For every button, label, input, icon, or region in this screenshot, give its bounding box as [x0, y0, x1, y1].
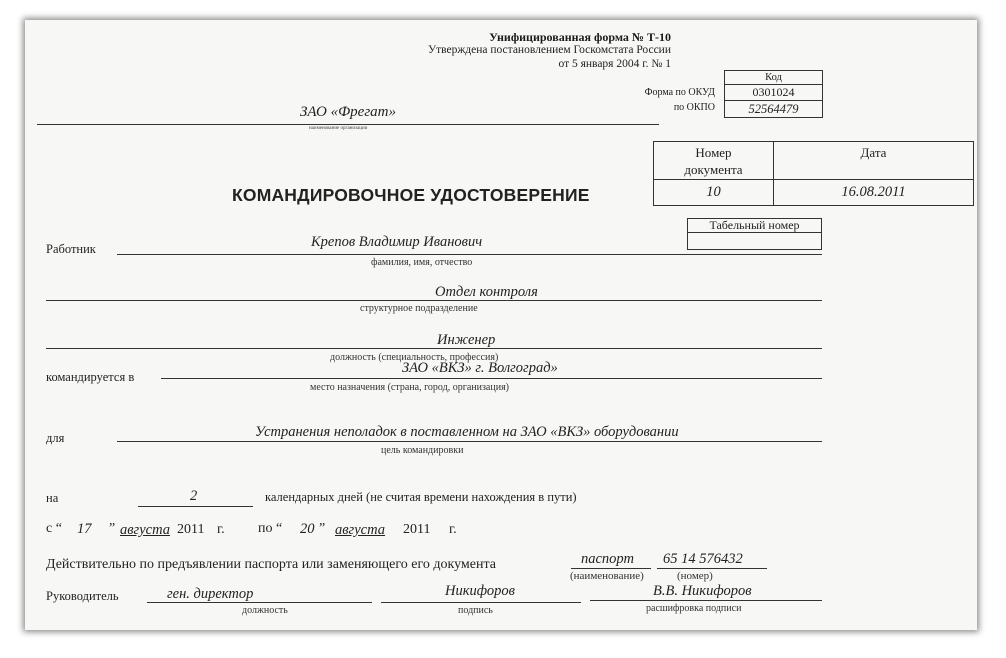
period-to-year-suffix: г.: [449, 522, 457, 537]
period-to-prefix: по “: [258, 521, 283, 536]
form-name: Унифицированная форма № Т-10: [489, 30, 671, 44]
position-caption: должность (специальность, профессия): [330, 352, 499, 363]
department-line: [46, 300, 822, 301]
position: Инженер: [437, 332, 496, 348]
period-from-year-suffix: г.: [217, 522, 225, 537]
doc-number-header: Номер документа: [654, 142, 774, 180]
okpo-value: 52564479: [748, 101, 799, 116]
period-from-day: 17: [77, 521, 92, 537]
validity-doc-number: 65 14 576432: [663, 551, 743, 567]
manager-decode: В.В. Никифоров: [653, 583, 752, 599]
period-from-prefix: с “: [46, 521, 62, 536]
period-to-quote: ”: [319, 521, 326, 536]
department-caption: структурное подразделение: [360, 303, 478, 314]
manager-label: Руководитель: [46, 589, 119, 603]
purpose-line: [117, 441, 822, 442]
validity-doc-name-line: [571, 568, 651, 569]
okud-value: 0301024: [725, 85, 822, 101]
kod-label: Код: [725, 71, 822, 85]
approved-date: от 5 января 2004 г. № 1: [558, 58, 671, 70]
destination-label: командируется в: [46, 370, 135, 384]
period-to-year: 2011: [403, 522, 431, 537]
validity-name-caption: (наименование): [570, 570, 644, 582]
manager-signature-line: [381, 602, 581, 603]
period-to-month: августа: [335, 522, 385, 538]
period-from-year: 2011: [177, 522, 205, 537]
document-sheet: [25, 20, 977, 630]
okpo-label: по ОКПО: [673, 102, 715, 113]
destination-caption: место назначения (страна, город, организация): [310, 382, 509, 393]
employee-name: Крепов Владимир Иванович: [311, 234, 483, 250]
manager-position-caption: должность: [242, 605, 288, 616]
purpose-value: Устранения неполадок в поставленном на ЗАО «ВКЗ» оборудовании: [255, 424, 679, 440]
doc-date-value: 16.08.2011: [841, 184, 906, 200]
manager-signature-caption: подпись: [458, 605, 493, 616]
doc-date-header: Дата: [774, 142, 973, 180]
codes-box: [724, 70, 823, 118]
organization-name: ЗАО «Фрегат»: [300, 104, 397, 120]
manager-position: ген. директор: [167, 586, 254, 602]
duration-label: на: [46, 491, 59, 505]
organization-line: [37, 124, 659, 125]
duration-line: [138, 506, 253, 507]
employee-label: Работник: [46, 242, 96, 256]
employee-line: [117, 254, 822, 255]
destination-line: [161, 378, 822, 379]
approved-by: Утверждена постановлением Госкомстата России: [427, 44, 671, 56]
validity-doc-name: паспорт: [581, 551, 634, 567]
okud-label: Форма по ОКУД: [644, 87, 715, 98]
position-line: [46, 348, 822, 349]
manager-decode-caption: расшифровка подписи: [646, 603, 742, 614]
department: Отдел контроля: [435, 284, 538, 300]
period-to-day: 20: [300, 521, 315, 537]
document-table: [653, 141, 974, 206]
period-from-month: августа: [120, 522, 170, 538]
validity-text: Действительно по предъявлении паспорта или заменяющего его документа: [46, 557, 496, 572]
organization-caption: наименование организации: [309, 126, 368, 131]
validity-doc-number-line: [657, 568, 767, 569]
employee-name-caption: фамилия, имя, отчество: [371, 257, 473, 268]
manager-signature: Никифоров: [445, 583, 515, 599]
validity-number-caption: (номер): [677, 570, 713, 582]
manager-position-line: [147, 602, 372, 603]
period-from-quote: ”: [109, 521, 116, 536]
tabel-box: [687, 218, 822, 250]
destination-value: ЗАО «ВКЗ» г. Волгоград»: [402, 360, 558, 376]
doc-number-value: 10: [654, 180, 774, 205]
duration-days: 2: [190, 488, 198, 504]
purpose-caption: цель командировки: [381, 445, 464, 456]
tabel-header: Табельный номер: [688, 219, 821, 233]
duration-suffix: календарных дней (не считая времени нахождения в пути): [265, 490, 577, 504]
tabel-value: [688, 233, 821, 249]
manager-decode-line: [590, 600, 822, 601]
page-title: КОМАНДИРОВОЧНОЕ УДОСТОВЕРЕНИЕ: [232, 185, 590, 205]
purpose-label: для: [46, 431, 65, 445]
